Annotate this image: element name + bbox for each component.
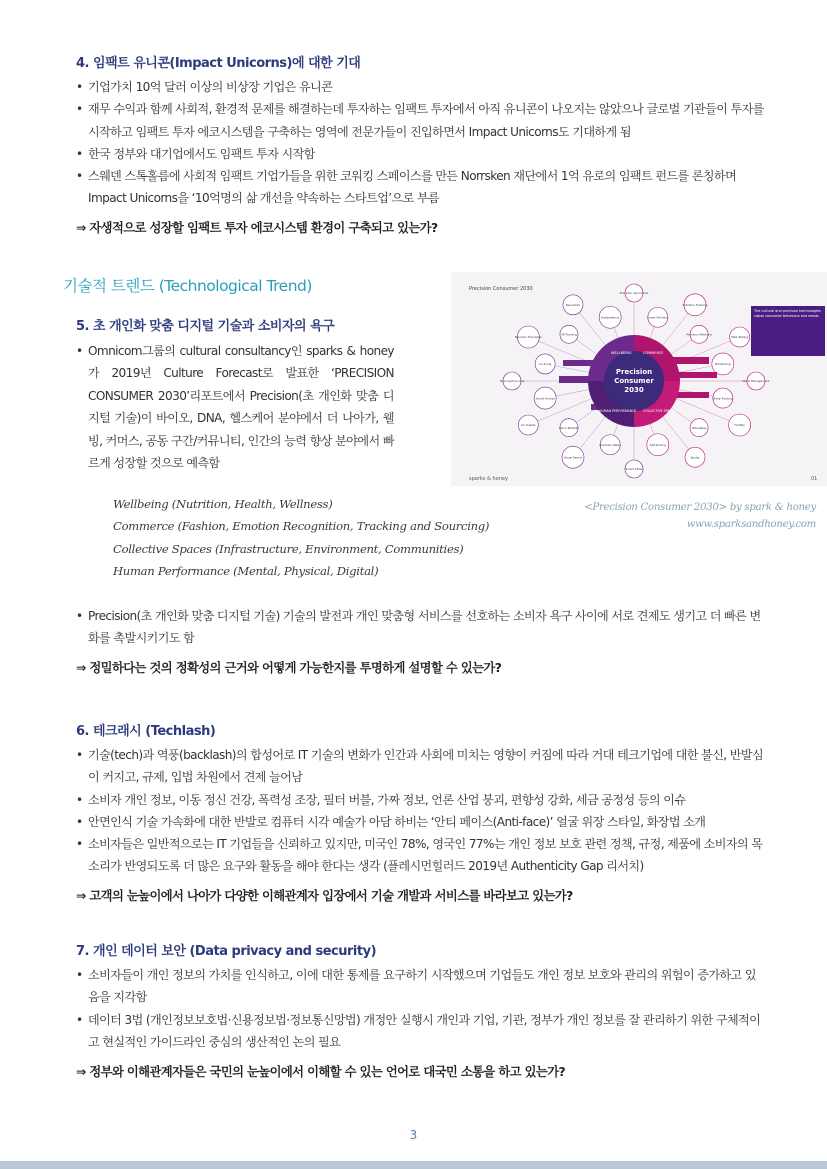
list-item: • 소비자들은 일반적으로는 IT 기업들을 신뢰하고 있지만, 미국인 78%, 영국인 77%는 개인 정보 보호 관련 정책, 규정, 제품에 소비자의 목소리가 반영되도록 더 많은 요구와 활동을 해야 한다는 생각 (플레시먼힐러드 2019년 Authenticity Gap 리서치) (76, 833, 766, 878)
section-6-bullets (76, 744, 766, 878)
hub-label: HUMAN PERFORMANCE (599, 409, 637, 413)
figure-node-label: Self-Driving (649, 442, 666, 447)
bottom-bar (0, 1161, 827, 1169)
figure-node-label: Precision Medicine (686, 332, 712, 337)
list-item: Human Performance (Mental, Physical, Digital) (113, 564, 379, 579)
figure-node-label: Sleep Tracking (712, 396, 734, 401)
list-item: Collective Spaces (Infrastructure, Environment, Communities) (113, 541, 464, 556)
figure-header: Precision Consumer 2030 (469, 286, 533, 292)
figure-caption (540, 500, 816, 533)
list-item: • Precision(초 개인화 맞춤 디지털 기술) 기술의 발전과 개인 맞춤형 서비스를 선호하는 소비자 욕구 사이에 서로 견제도 생기고 더 빠른 변화를 촉발시키기도 함 (76, 605, 766, 650)
section-5-bullet-1 (76, 340, 394, 474)
section-6-question: ⇒ 고객의 눈높이에서 나아가 다양한 이해관계자 입장에서 기술 개발과 서비스를 바라보고 있는가? (76, 889, 573, 903)
figure-node-label: Precision Education (514, 335, 542, 340)
precision-consumer-figure (451, 272, 827, 486)
caption-url: www.sparksandhoney.com (686, 518, 816, 530)
figure-node-label: Smart Cities (625, 467, 643, 472)
list-item: Commerce (Fashion, Emotion Recognition, Tracking and Sourcing) (113, 519, 490, 534)
list-item: • 데이터 3법 (개인정보보호법·신용정보법·정보통신망법) 개정안 실행시 개인과 기업, 기관, 정부가 개인 정보를 잘 관리하기 위한 구체적이고 현실적인 가이드라인 중심의 생산적인 논의 필요 (76, 1009, 766, 1054)
hub-center-line: Consumer (614, 377, 654, 385)
figure-node-label: Sharing Economy (499, 379, 525, 384)
figure-node-label: Precision Retail (599, 442, 621, 447)
figure-node-label: Sports (690, 455, 700, 460)
figure-node-label: Nutrition Tracking (682, 302, 708, 307)
figure-node-label: Biohacking (715, 362, 731, 367)
figure-node-label: DNA Testing (731, 335, 749, 340)
section-6-heading: 6. 테크래시 (Techlash) (76, 724, 216, 739)
technological-trend-title: 기술적 트렌드 (Technological Trend) (63, 277, 312, 295)
figure-node-label: Neurotech (565, 302, 581, 307)
list-item: • 기업가치 10억 달러 이상의 비상장 기업은 유니콘 (76, 76, 766, 98)
section-7-bullets (76, 964, 766, 1053)
section-5-question: ⇒ 정밀하다는 것의 정확성의 근거와 어떻게 가능한지를 투명하게 설명할 수 있는가? (76, 661, 502, 675)
figure-node-label: Wearables (691, 425, 707, 430)
figure-node-label: Micro-Mobility (559, 425, 579, 430)
precision-areas-list (113, 493, 489, 583)
section-5-heading: 5. 초 개인화 맞춤 디지털 기술과 소비자의 욕구 (76, 319, 335, 334)
figure-footer-right: 01 (811, 476, 818, 482)
section-4-heading: 4. 임팩트 유니콘(Impact Unicorns)에 대한 기대 (76, 56, 361, 71)
list-item: • 기술(tech)과 역풍(backlash)의 합성어로 IT 기술의 변화가 인간과 사회에 미치는 영향이 커짐에 따라 거대 테크기업에 대한 불신, 반발심이 커지고, 규제, 입법 차원에서 견제 늘어남 (76, 744, 766, 789)
section-4-question: ⇒ 자생적으로 성장할 임팩트 투자 에코시스템 환경이 구축되고 있는가? (76, 221, 438, 235)
figure-node-label: Smart Homes (535, 396, 555, 401)
figure-node-label: Air Quality (520, 423, 536, 428)
hub-center-line: Precision (615, 368, 653, 376)
section-4-bullets (76, 76, 766, 210)
precision-consumer-diagram (451, 272, 827, 486)
figure-hub (588, 335, 680, 427)
figure-footer-left: sparks & honey (469, 476, 508, 482)
section-7-heading: 7. 개인 데이터 보안 (Data privacy and security) (76, 944, 377, 959)
list-item: • 소비자 개인 정보, 이동 정신 건강, 폭력성 조장, 필터 버블, 가짜 정보, 언론 산업 붕괴, 편향성 강화, 세금 공정성 등의 이슈 (76, 789, 766, 811)
section-7-question: ⇒ 정부와 이해관계자들은 국민의 눈높이에서 이해할 수 있는 언어로 대국민 소통을 하고 있는가? (76, 1065, 566, 1079)
figure-node-label: Fertility (734, 423, 745, 428)
caption-title: <Precision Consumer 2030> by spark & honey (584, 502, 816, 513)
figure-node-label: Exoskeletons (601, 315, 620, 320)
list-item: • 소비자들이 개인 정보의 가치를 인식하고, 이에 대한 통제를 요구하기 시작했으며 기업들도 개인 정보 보호와 관리의 위험이 증가하고 있음을 지각함 (76, 964, 766, 1009)
section-5-bullet-2 (76, 605, 766, 650)
list-item: Wellbeing (Nutrition, Health, Wellness) (113, 497, 333, 511)
list-item: • 안면인식 기술 가속화에 대한 반발로 컴퓨터 시각 예술가 아담 하비는 ‘안티 페이스(Anti-face)’ 얼굴 위장 스타일, 화장법 소개 (76, 811, 766, 833)
list-item: • 한국 정부와 대기업에서도 임팩트 투자 시작함 (76, 143, 766, 165)
figure-note: The cultural and precision technologies signal consumer behaviors and needs. (754, 309, 821, 318)
list-item: • 스웨덴 스톡홀름에 사회적 임팩트 기업가들을 위한 코워킹 스페이스를 만든 Norrsken 재단에서 1억 유로의 임팩트 펀드를 론칭하며 Impact Unicorns을 ‘10억명의 삶 개선을 약속하는 스타트업’으로 부름 (76, 165, 766, 210)
hub-label: COMMERCE (643, 351, 664, 355)
hub-center-line: 2030 (624, 386, 644, 394)
figure-node-label: Visual Search (563, 455, 583, 460)
hub-label: WELLBEING (611, 351, 632, 355)
hub-label: COLLECTIVE SPACES (643, 409, 676, 413)
figure-node-label: Precision Agriculture (619, 291, 649, 296)
list-item: • Omnicom그룹의 cultural consultancy인 sparks & honey가 2019년 Culture Forecast로 발표한 ‘PRECISION CONSUMER 2030’리포트에서 Precision(초 개인화 맞춤 디지털 기술)이 바이오, DNA, 헬스케어 분야에서 더 나아가, 웰빙, 커머스, 공동 구간/커뮤니티, 인간의 능력 향상 분야에서 빠르게 성장할 것으로 예측함 (76, 340, 394, 474)
figure-node-label: Smart Kitchens (647, 315, 669, 320)
page-number: 3 (409, 1128, 418, 1142)
figure-node-label: VR Training (561, 332, 577, 337)
list-item: • 재무 수익과 함께 사회적, 환경적 문제를 해결하는데 투자하는 임팩트 투자에서 아직 유니콘이 나오지는 않았으나 글로벌 기관들이 투자를 시작하고 임팩트 투자 에코시스템을 구축하는 영역에 전문가들이 진입하면서 Impact Unicorns도 기대하게 됨 (76, 98, 766, 143)
figure-node-label: Co-living (539, 362, 552, 367)
figure-node-label: Mood Management (742, 379, 770, 384)
